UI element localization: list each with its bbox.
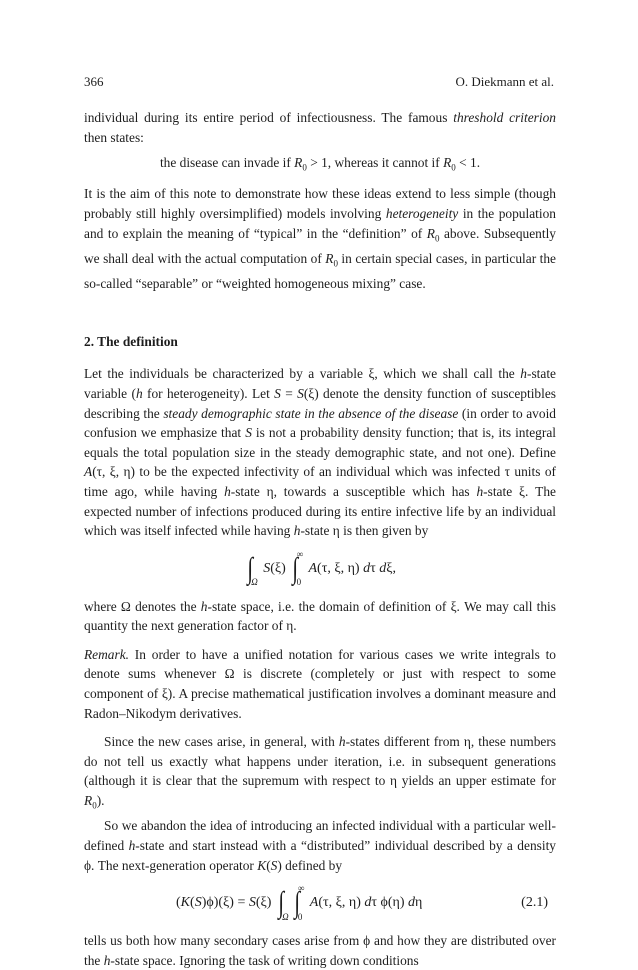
emphasis-steady-state: steady demographic state in the absence of the disease bbox=[163, 405, 459, 421]
equation-2-1: (K(S)ϕ)(ξ) = S(ξ) ∫ Ω ∫ ∞ 0 A(τ, ξ, η) dτ ϕ(η) dη (2.1) bbox=[176, 883, 548, 922]
paragraph-new-cases: Since the new cases arise, in general, with h-states different from η, these numbers do not tell us exactly what happens under iteration, i.e. in subsequent generations (although it is clear that the supremum with respect to η yields an upper estimate for $R_0$). bbox=[84, 734, 557, 811]
body-text bbox=[84, 108, 556, 970]
threshold-criterion-statement: the disease can invade if $R_0 > 1$, whereas it cannot if $R_0 < 1$. bbox=[159, 155, 481, 173]
paragraph-tells-us: tells us both how many secondary cases arise from ϕ and how they are distributed over the h-state space. Ignoring the task of writing down conditions bbox=[84, 933, 556, 968]
emphasis-heterogeneity: heterogeneity bbox=[385, 206, 459, 222]
remark-label: Remark. bbox=[84, 646, 129, 662]
paragraph-remark: Remark. In order to have a unified notation for various cases we write integrals to denote sums whenever Ω is discrete (completely or just with respect to some component of ξ). A precise mathematical justification involves a dominant measure and Radon–Nikodym derivatives. bbox=[84, 646, 556, 721]
equation-next-generation-factor: ∫ Ω S(ξ) ∫ ∞ 0 A(τ, ξ, η) dτ dξ, bbox=[247, 548, 396, 588]
emphasis-threshold-criterion: threshold criterion bbox=[453, 110, 556, 125]
paragraph-aim: It is the aim of this note to demonstrate how these ideas extend to less simple (though probably still highly oversimplified) models involving heterogeneity in the population and to explain the meaning of “typical” in the “definition” of $R_0$ above. Subsequently we shall deal with the actual computation of $R_0$ in certain special cases, in particular the so-called “separable” or “weighted homogeneous mixing” case. bbox=[84, 186, 556, 292]
paragraph-omega: where Ω denotes the h-state space, i.e. the domain of definition of ξ. We may call this quantity the next generation factor of η. bbox=[84, 598, 556, 634]
equation-number: (2.1) bbox=[521, 895, 548, 911]
running-head-authors: O. Diekmann et al. bbox=[455, 74, 554, 89]
paragraph-continuation: individual during its entire period of infectiousness. The famous threshold criterion then states: bbox=[84, 110, 556, 145]
section-heading: 2. The definition bbox=[84, 333, 178, 349]
paragraph-next-generation-operator: So we abandon the idea of introducing an infected individual with a particular well-defined h-state and start instead with a “distributed” individual described by a density ϕ. The next-generation operator K(S) defined by bbox=[84, 818, 556, 873]
page-number: 366 bbox=[84, 74, 104, 89]
paragraph-hstate-definition: Let the individuals be characterized by a variable ξ, which we shall call the h-state variable (h for heterogeneity). Let S = S(ξ) denote the density function of susceptibles describing the steady demographic state in the absence of the disease (in order to avoid confusion we emphasize that S is not a probability density function; that is, its integral equals the total population size in the steady demographic state, and not one). Define A(τ, ξ, η) to be the expected infectivity of an individual which was infected τ units of time ago, while having h-state η, towards a susceptible which has h-state ξ. The expected number of infections produced during its entire infective life by an individual which was itself infected while having h-state η is then given by bbox=[84, 366, 556, 539]
